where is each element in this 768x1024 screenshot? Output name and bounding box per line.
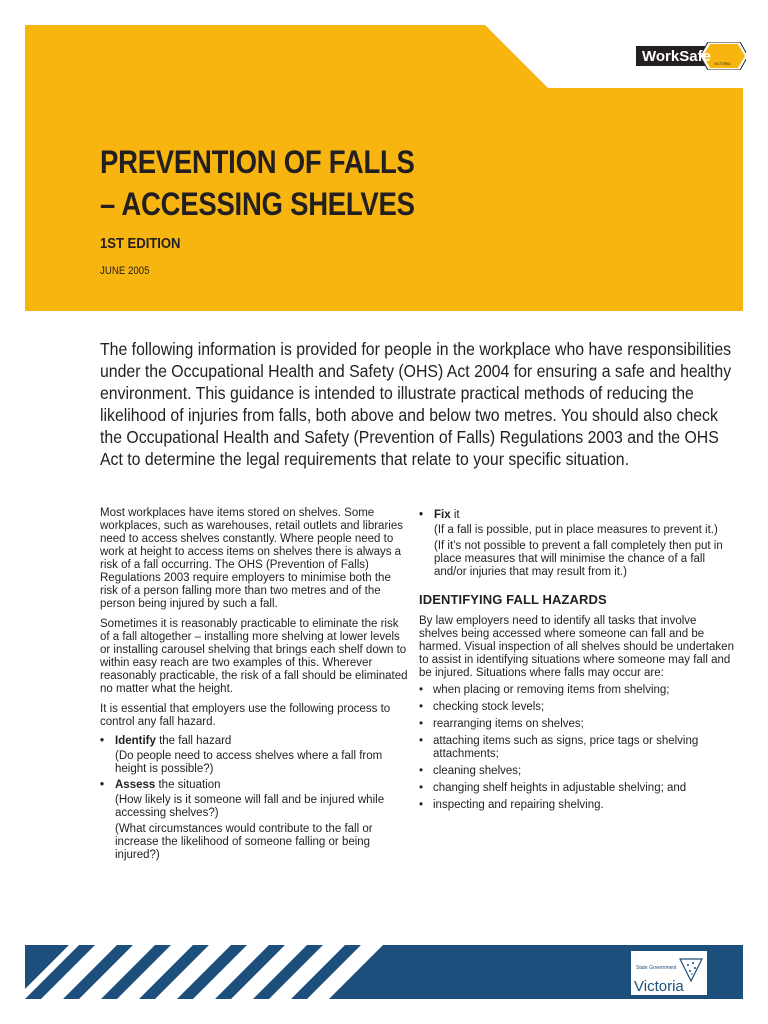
bullet-assess [100,779,410,792]
page-title [100,141,415,225]
paragraph-identify-hazards: By law employers need to identify all tasks that involve shelves being accessed where someone can fall and be harmed. Visual inspection of all shelves should be undertaken to assist in identifying situations where someone may fall and be injured. Situations where falls may occur are: [419,615,734,679]
bullet-fix [419,509,734,522]
fix-subtext-1: (If a fall is possible, put in place measures to prevent it.) [434,524,718,536]
list-item: • cleaning shelves; [419,765,734,778]
list-item: • rearranging items on shelves; [419,718,734,731]
intro-paragraph: The following information is provided for people in the workplace who have responsibilities under the Occupational Health and Safety (OHS) Act 2004 for ensuring a safe and healthy environment. This guidance is intended to illustrate practical methods of reducing the likelihood of injuries from falls, both above and below two metres. You should also check the Occupational Health and Safety (Prevention of Falls) Regulations 2003 and the OHS Act to determine the legal requirements that relate to your specific situation. [100,339,732,469]
identify-text: the fall hazard [155,735,232,747]
list-item: • attaching items such as signs, price tags or shelving attachments; [419,735,734,761]
section-heading: IDENTIFYING FALL HAZARDS [419,592,607,607]
gov-small-text: State Government [636,965,677,971]
identify-label: Identify [115,735,156,747]
victoria-government-logo [632,955,706,995]
gov-name-text: Victoria [634,978,684,995]
list-item: • checking stock levels; [419,701,734,714]
assess-text: the situation [155,779,221,791]
publication-date: JUNE 2005 [100,265,150,277]
bullet-identify [100,735,410,748]
title-line-2: – ACCESSING SHELVES [100,186,415,222]
hazard-list [419,684,734,812]
assess-label: Assess [115,779,156,791]
assess-subtext-2: (What circumstances would contribute to the fall or increase the likelihood of someone falling or being injured?) [115,823,373,861]
logo-subtext: VICTORIA [714,62,731,66]
list-item: • changing shelf heights in adjustable shelving; and [419,782,734,795]
assess-subtext-1: (How likely is it someone will fall and be injured while accessing shelves?) [115,794,385,819]
logo-text: WorkSafe [642,48,711,65]
fix-subtext-2: (If it’s not possible to prevent a fall completely then put in place measures that will minimise the chance of a fall and/or injuries that may result from it.) [434,540,723,578]
fix-label: Fix [434,509,451,521]
fix-text: it [450,509,460,521]
identify-subtext: (Do people need to access shelves where a fall from height is possible?) [115,750,383,775]
paragraph-eliminate-risk: Sometimes it is reasonably practicable to eliminate the risk of a fall altogether – installing more shelving at lower levels or installing carousel shelving that brings each shelf down to within easy reach are two examples of this. Wherever reasonably practicable, the risk of a fall should be eliminated no matter what the height. [100,618,408,695]
paragraph-process-intro: It is essential that employers use the following process to control any fall hazard. [100,703,391,728]
left-column [100,507,410,865]
edition-label: 1ST EDITION [100,236,181,252]
list-item: • inspecting and repairing shelving. [419,799,734,812]
worksafe-logo [636,42,746,70]
title-line-1: PREVENTION OF FALLS [100,144,415,180]
right-column [419,509,734,816]
list-item: • when placing or removing items from shelving; [419,684,734,697]
paragraph-shelves-overview: Most workplaces have items stored on shelves. Some workplaces, such as warehouses, retail outlets and libraries need to access shelves constantly. Where people need to work at height to access items on shelves there is always a risk of a fall occurring. The OHS (Prevention of Falls) Regulations 2003 require employers to minimise both the risk of a person falling more than two metres and of the person being injured by such a fall. [100,507,403,610]
